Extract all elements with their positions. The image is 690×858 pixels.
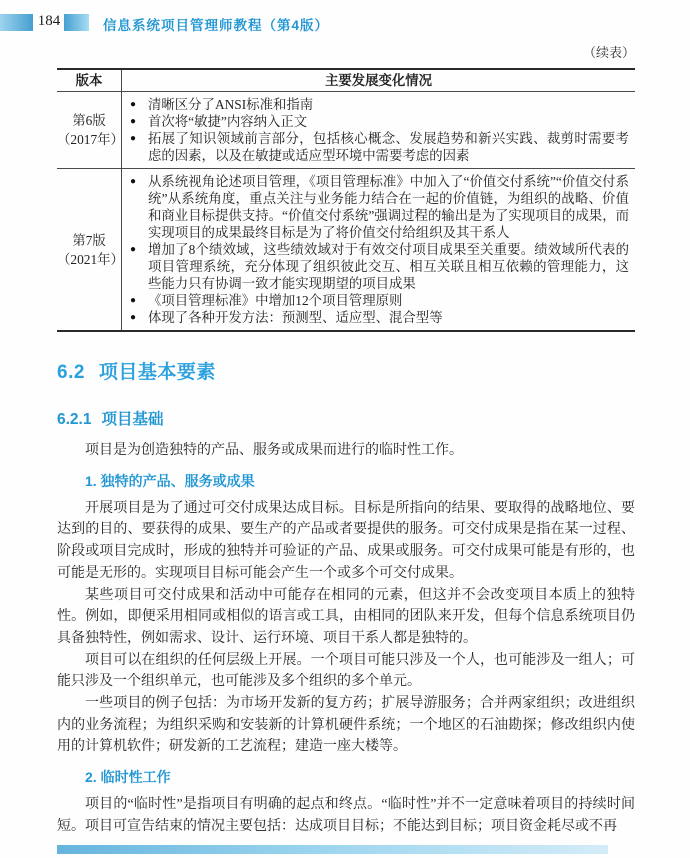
table-row [57,169,635,330]
list-item-text: 首次将“敏捷”内容纳入正文 [148,114,308,129]
bullet-icon: ● [130,312,137,323]
version-year: （2017年） [57,132,124,147]
list-item [130,292,629,309]
header-gradient-block-right [64,14,89,31]
section-number: 6.2 [57,362,85,383]
subsection-number: 6.2.1 [57,411,92,428]
list-item-text: 清晰区分了ANSI标准和指南 [148,97,314,112]
running-header [0,13,690,33]
bullet-icon: ● [130,244,137,255]
table-row [57,92,635,169]
version-changes-table [57,68,635,332]
paragraph: 项目的“临时性”是指项目有明确的起点和终点。“临时性”并不一定意味着项目的持续时间短。项目可宣告结束的情况主要包括：达成项目目标；不能达到目标；项目资金耗尽或不再 [57,797,635,834]
table-header-changes: 主要发展变化情况 [324,73,433,88]
changes-cell [122,169,635,330]
paragraph: 项目可以在组织的任何层级上开展。一个项目可能只涉及一个人，也可能涉及一组人；可能只涉及一个组织单元，也可能涉及多个组织的多个单元。 [57,652,635,690]
list-item-text: 体现了各种开发方法：预测型、适应型、混合型等 [148,310,443,325]
bullet-icon: ● [130,133,137,144]
changes-cell [122,92,635,168]
paragraph: 某些项目可交付成果和活动中可能存在相同的元素，但这并不会改变项目本质上的独特性。例如，即便采用相同或相似的语言或工具，由相同的团队来开发，但每个信息系统项目仍具备独特性，例如需求、设计、运行环境、项目干系人都是独特的。 [57,587,635,646]
book-title: 信息系统项目管理师教程（第4版） [103,18,330,33]
list-item [130,241,629,292]
bullet-icon: ● [130,99,137,110]
version-label: 第6版 [72,113,106,128]
list-item [130,130,629,164]
list-item [130,309,629,326]
version-label: 第7版 [72,232,106,248]
list-item [130,113,629,130]
version-cell [57,169,122,330]
table-continued-label: （续表） [582,45,635,60]
version-year: （2021年） [57,251,124,267]
subsection-heading [57,407,635,429]
table-header-row [57,70,635,92]
list-item-text: 拓展了知识领域前言部分，包括核心概念、发展趋势和新兴实践、裁剪时需要考虑的因素，以及在敏捷或适应型环境中需要考虑的因素 [148,131,629,163]
list-item-text: 《项目管理标准》中增加12个项目管理原则 [148,293,403,308]
bullet-icon: ● [130,116,137,127]
paragraph: 开展项目是为了通过可交付成果达成目标。目标是所指向的结果、要取得的战略地位、要达到的目的、要获得的成果、要生产的产品或者要提供的服务。可交付成果是指在某一过程、阶段或项目完成时，形成的独特并可验证的产品、成果或服务。可交付成果可能是有形的，也可能是无形的。实现项目目标可能会产生一个或多个可交付成果。 [57,500,635,581]
bullet-icon: ● [130,176,137,187]
footer-gradient-bar [57,845,608,854]
page-content [57,42,635,838]
paragraph-intro: 项目是为创造独特的产品、服务或成果而进行的临时性工作。 [85,443,463,458]
subsection-title: 项目基础 [101,411,164,428]
sub-subsection-heading: 1. 独特的产品、服务或成果 [85,472,255,489]
version-cell [57,92,122,168]
table-header-version: 版本 [57,70,122,91]
page-number: 184 [37,13,61,29]
list-item-text: 从系统视角论述项目管理，《项目管理标准》中加入了“价值交付系统”“价值交付系统”从系统角度，重点关注与业务能力结合在一起的价值链，为组织的战略、价值和商业目标提供支持。“价值交付系统”强调过程的输出是为了实现项目的成果，而实现项目的成果最终目标是为了将价值交付给组织及其干系人 [148,174,629,240]
bullet-icon: ● [130,295,137,306]
list-item [130,96,629,113]
sub-subsection-heading: 2. 临时性工作 [85,769,171,786]
section-heading [57,357,635,384]
section-title: 项目基本要素 [98,362,216,383]
list-item [130,173,629,241]
paragraph: 一些项目的例子包括：为市场开发新的复方药；扩展导游服务；合并两家组织；改进组织内的业务流程；为组织采购和安装新的计算机硬件系统；一个地区的石油勘探；修改组织内使用的计算机软件；研发新的工艺流程；建造一座大楼等。 [57,696,635,755]
list-item-text: 增加了8个绩效域，这些绩效域对于有效交付项目成果至关重要。绩效域所代表的项目管理系统，充分体现了组织彼此交互、相互关联且相互依赖的管理能力，这些能力只有协调一致才能实现期望的项目成果 [148,242,629,291]
header-gradient-block-left [0,14,33,31]
